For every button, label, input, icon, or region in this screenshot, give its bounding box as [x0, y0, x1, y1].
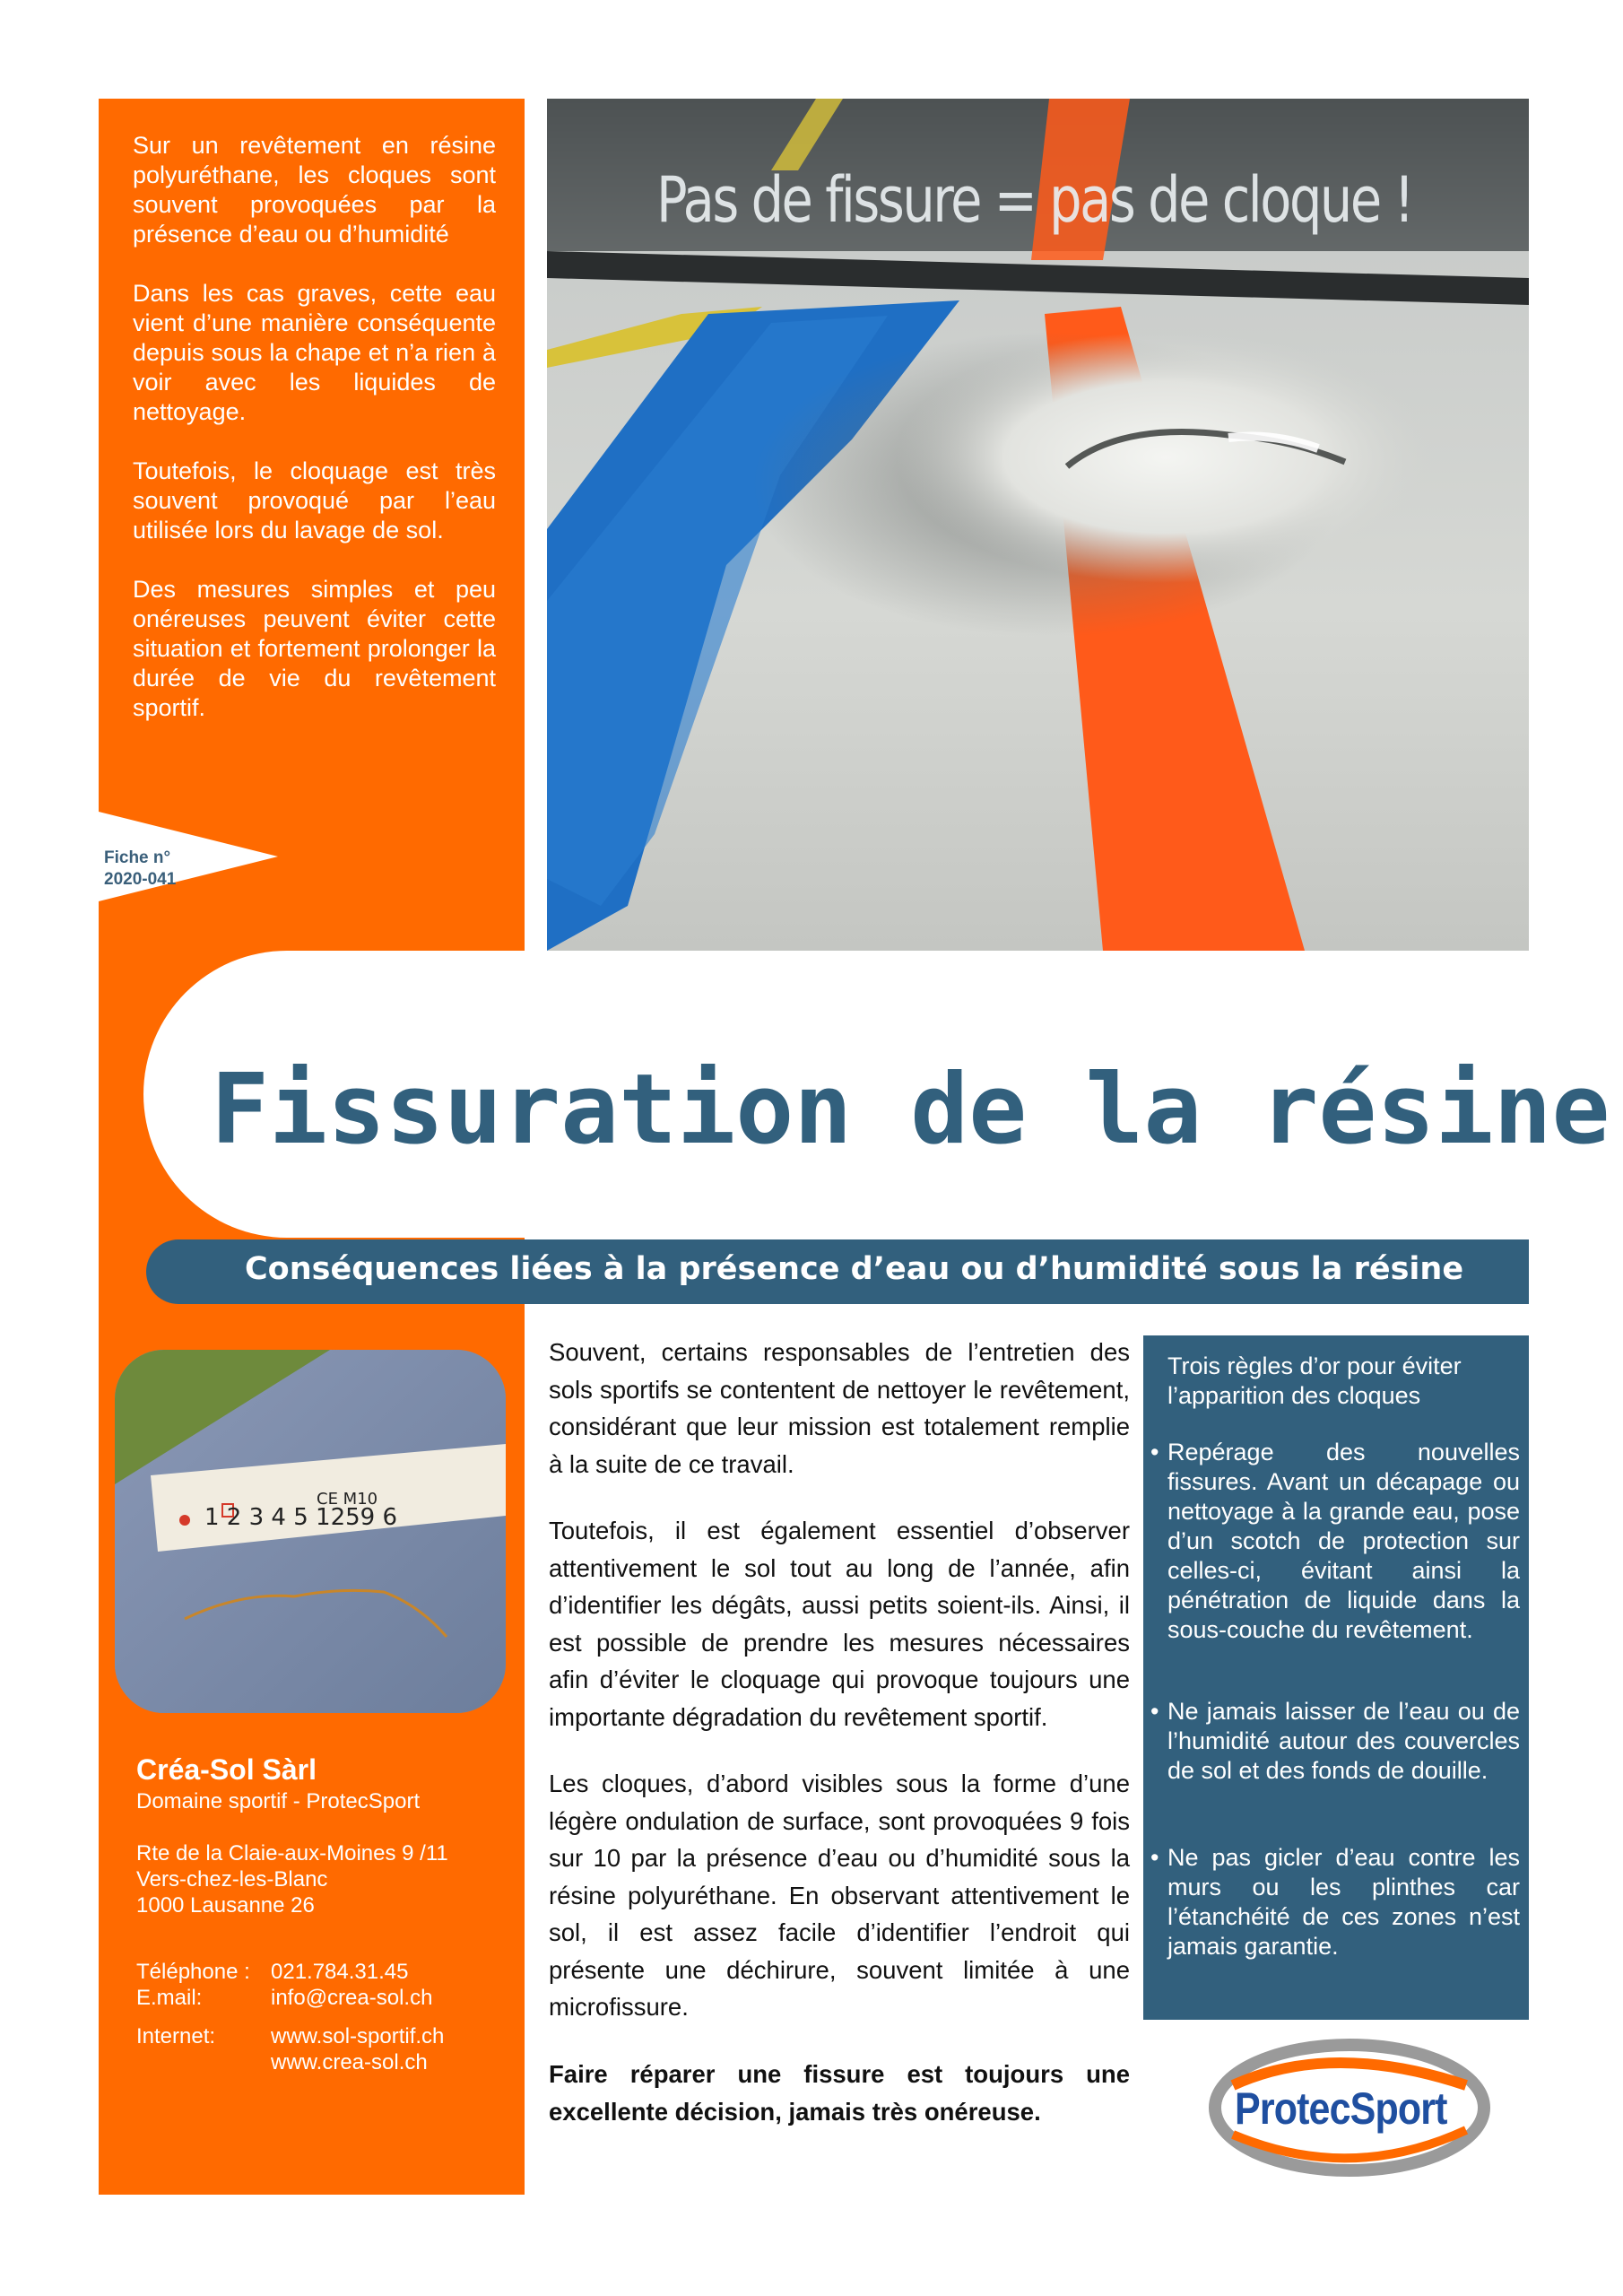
- website-link[interactable]: www.sol-sportif.ch: [271, 2024, 445, 2048]
- page-title: Fissuration de la résine: [211, 1054, 1610, 1166]
- intro-text: [133, 131, 496, 752]
- hero-photo: [547, 99, 1529, 951]
- company-name: Créa-Sol Sàrl: [136, 1753, 317, 1786]
- rule-item: [1150, 1697, 1520, 1786]
- rule-text: Ne pas gicler d’eau contre les murs ou les plinthes car l’étanchéité de ces zones n’est jamais garantie.: [1167, 1844, 1520, 1960]
- company-division: Domaine sportif - ProtecSport: [136, 1789, 421, 1813]
- bullet-icon: •: [1150, 1698, 1159, 1725]
- logo-text: ProtecSport: [1235, 2083, 1447, 2134]
- intro-paragraph: Sur un revêtement en résine polyuréthane, les cloques sont souvent provoquées par la présence d’eau ou d’humidité: [133, 132, 496, 248]
- protecsport-logo: [1197, 2036, 1493, 2179]
- page-subtitle: Conséquences liées à la présence d’eau ou d’humidité sous la résine: [245, 1251, 1464, 1287]
- crack-ruler-image: [115, 1350, 506, 1713]
- intro-paragraph: Des mesures simples et peu onéreuses peuvent éviter cette situation et fortement prolonger la durée de vie du revêtement sportif.: [133, 576, 496, 721]
- body-paragraph: Les cloques, d’abord visibles sous la forme d’une légère ondulation de surface, sont provoquées 9 fois sur 10 par la présence d’eau ou d’humidité sous la résine polyuréthane. En observant attentivement le sol, il est assez facile d’identifier l’endroit qui présente une déchirure, souvent limitée à une microfissure.: [549, 1770, 1130, 2021]
- address-line: Vers-chez-les-Blanc: [136, 1867, 328, 1892]
- address-line: Rte de la Claie-aux-Moines 9 /11: [136, 1841, 448, 1866]
- rule-item: [1150, 1438, 1520, 1645]
- phone-row: [136, 1959, 513, 1985]
- internet-row-2: [136, 2049, 513, 2075]
- fiche-label: Fiche n°: [104, 848, 171, 867]
- internet-row: [136, 2023, 513, 2049]
- hero-caption: Pas de fissure = pas de cloque !: [656, 163, 1413, 237]
- phone-label: Téléphone :: [136, 1960, 250, 1984]
- address-line: 1000 Lausanne 26: [136, 1893, 315, 1918]
- rules-heading: Trois règles d’or pour éviter l’apparition des cloques: [1167, 1352, 1462, 1409]
- body-conclusion: Faire réparer une fissure est toujours une excellente décision, jamais très onéreuse.: [549, 2059, 1130, 2126]
- email-value[interactable]: info@crea-sol.ch: [271, 1986, 433, 2010]
- website-link[interactable]: www.crea-sol.ch: [271, 2050, 428, 2074]
- body-paragraph: Toutefois, il est également essentiel d’observer attentivement le sol tout au long de l’année, afin d’identifier les dégâts, aussi petits soient-ils. Ainsi, il est possible de prendre les mesures nécessaires afin d’éviter le cloquage qui provoque toujours une importante dégradation du revêtement sportif.: [549, 1517, 1130, 1731]
- ruler-marks: CE M10: [317, 1490, 378, 1509]
- rule-text: Ne jamais laisser de l’eau ou de l’humidité autour des couvercles de sol et des fonds de douille.: [1167, 1698, 1520, 1784]
- email-label: E.mail:: [136, 1986, 203, 2010]
- ruler-numbers: 1 2 3 4 5 1259 6: [204, 1504, 398, 1531]
- fiche-number: 2020-041: [104, 870, 177, 889]
- intro-paragraph: Dans les cas graves, cette eau vient d’une manière conséquente depuis sous la chape et n’a rien à voir avec les liquides de nettoyage.: [133, 280, 496, 425]
- email-row: [136, 1985, 513, 2011]
- rule-item: [1150, 1843, 1520, 1961]
- golden-rules-box: [1143, 1335, 1529, 2020]
- main-text: [549, 1334, 1130, 2161]
- intro-paragraph: Toutefois, le cloquage est très souvent provoqué par l’eau utilisée lors du lavage de sol.: [133, 457, 496, 544]
- bullet-icon: •: [1150, 1844, 1159, 1871]
- rule-text: Repérage des nouvelles fissures. Avant un décapage ou nettoyage à la grande eau, pose d’un scotch de protection sur celles-ci, évitant ainsi la pénétration de liquide dans la sous-couche du revêtement.: [1167, 1439, 1520, 1643]
- phone-value[interactable]: 021.784.31.45: [271, 1960, 409, 1984]
- subtitle-bar: [146, 1239, 1529, 1304]
- company-contact: [136, 1753, 513, 2075]
- fiche-reference: [104, 848, 176, 891]
- body-paragraph: Souvent, certains responsables de l’entretien des sols sportifs se contentent de nettoyer le revêtement, considérant que leur mission est totalement remplie à la suite de ce travail.: [549, 1338, 1130, 1478]
- crack-measurement-photo: [115, 1350, 506, 1713]
- bullet-icon: •: [1150, 1439, 1159, 1465]
- internet-label: Internet:: [136, 2024, 216, 2048]
